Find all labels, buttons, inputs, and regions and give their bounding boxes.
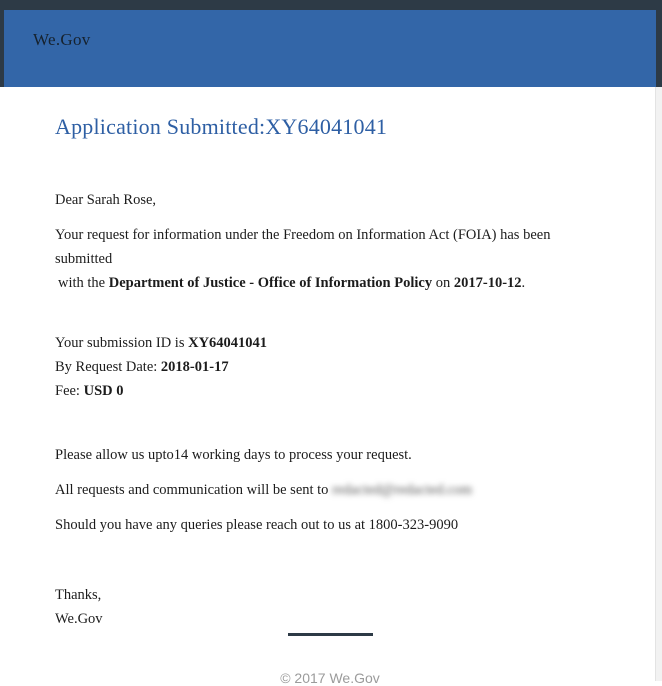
- communication-prefix: All requests and communication will be sent to: [55, 482, 333, 498]
- intro-line2-prefix: with the: [58, 275, 109, 291]
- submission-id-line: [55, 331, 605, 355]
- request-date-value: 2018-01-17: [160, 359, 229, 375]
- signoff-thanks: Thanks,: [55, 587, 102, 603]
- queries-line: Should you have any queries please reach out to us at 1800-323-9090: [55, 517, 459, 533]
- email-body: [0, 87, 655, 686]
- signoff-name: We.Gov: [55, 611, 103, 627]
- recipient-email-redacted: redacted@redacted.com: [332, 482, 473, 498]
- communication-line: [55, 478, 605, 502]
- intro-mid: on: [432, 275, 454, 291]
- greeting-line: Dear Sarah Rose,: [55, 192, 157, 208]
- intro-period: .: [521, 275, 526, 291]
- app-header: [4, 10, 656, 87]
- fee-value: USD 0: [83, 383, 124, 399]
- request-date-line: [55, 355, 605, 379]
- footer-divider: [288, 633, 373, 636]
- department-name: Department of Justice - Office of Information Policy: [108, 275, 433, 291]
- submission-date: 2017-10-12: [453, 275, 522, 291]
- processing-time-line: Please allow us upto14 working days to process your request.: [55, 447, 412, 463]
- fee-label: Fee:: [55, 383, 84, 399]
- submission-details: [55, 331, 605, 403]
- intro-line1: Your request for information under the Freedom on Information Act (FOIA) has been submitted: [55, 227, 551, 267]
- request-date-label: By Request Date:: [55, 359, 161, 375]
- page-right-gutter: [655, 87, 662, 681]
- intro-paragraph: [55, 223, 605, 295]
- signoff-block: [55, 583, 605, 631]
- brand-logo-text: We.Gov: [33, 30, 91, 49]
- submission-id-label: Your submission ID is: [55, 335, 189, 351]
- email-title: Application Submitted:XY64041041: [55, 114, 388, 139]
- footer-copyright: © 2017 We.Gov: [280, 670, 380, 686]
- submission-id-value: XY64041041: [188, 335, 268, 351]
- fee-line: [55, 379, 605, 403]
- header-backdrop: [0, 0, 662, 87]
